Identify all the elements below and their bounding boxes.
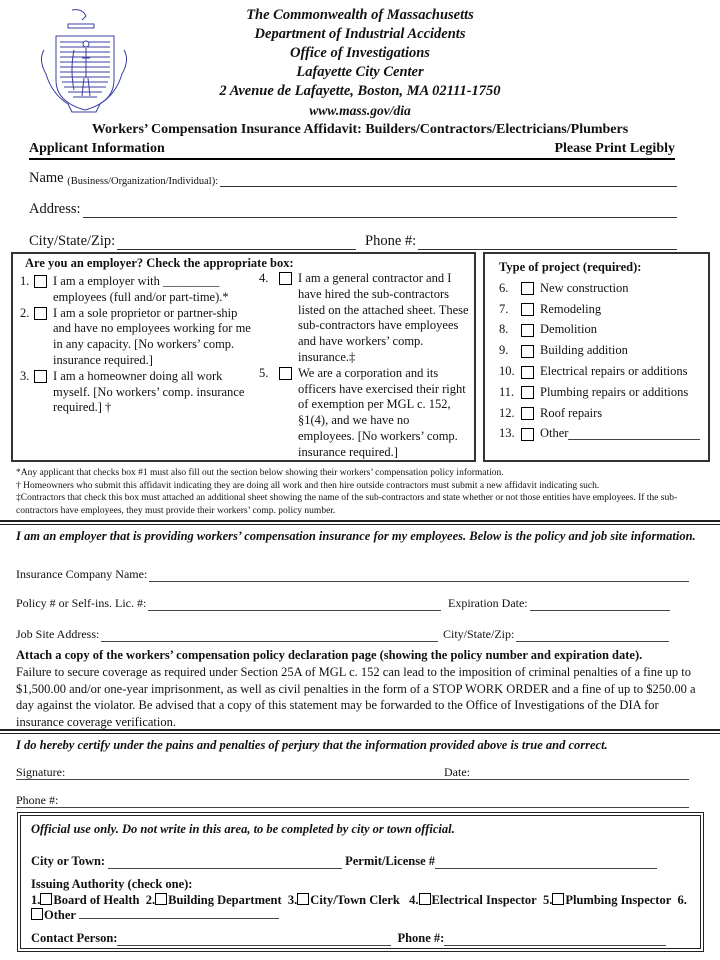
insurance-company-field[interactable]: Insurance Company Name:: [16, 567, 689, 582]
issuing-authority-block: Issuing Authority (check one): 1. Board of Health 2. Building Department 3. City/Town Clerk 4. Electrical Inspector 5. Plumbing Inspector 6.Other: [31, 877, 687, 922]
authority-building-department[interactable]: 2. Building Department: [145, 892, 282, 907]
official-city-input-line[interactable]: [108, 857, 342, 869]
signature-date-line[interactable]: [16, 765, 689, 780]
checkbox[interactable]: [521, 386, 534, 399]
contact-person-input-line[interactable]: [117, 934, 391, 946]
header-department: Department of Industrial Accidents: [254, 26, 466, 42]
checkbox[interactable]: [521, 407, 534, 420]
checkbox[interactable]: [279, 367, 292, 380]
job-site-address-field[interactable]: Job Site Address:: [16, 627, 438, 642]
checkbox[interactable]: [521, 428, 534, 441]
checkbox[interactable]: [155, 893, 167, 905]
print-legibly-note: Please Print Legibly: [554, 141, 675, 156]
other-input-line[interactable]: [568, 428, 700, 440]
checkbox[interactable]: [521, 324, 534, 337]
employer-option-1[interactable]: 1. I am a employer with _________ employees (full and/or part-time).*: [20, 274, 229, 304]
applicant-section-label: Applicant Information: [29, 141, 165, 156]
certify-phone-line[interactable]: [16, 793, 689, 808]
checkbox[interactable]: [419, 893, 431, 905]
contact-row: Contact Person: Phone #:: [31, 931, 690, 946]
checkbox[interactable]: [552, 893, 564, 905]
footnote-double-dagger: ‡Contractors that check this box must attached an additional sheet showing the name of the sub-contractors and state whether or not those entities have employees. If the sub-contractors have employees, they must provide their workers’ comp. policy number.: [16, 493, 678, 516]
official-use-box: [17, 812, 704, 952]
header-office: Office of Investigations: [290, 45, 430, 61]
insurance-company-input-line[interactable]: [149, 570, 689, 582]
employer-question-box: [11, 252, 476, 462]
header-website: www.mass.gov/dia: [309, 103, 411, 118]
employer-option-5[interactable]: 5. We are a corporation and its officers have exercised their right of exemption per MGL c. 152, §1(4), and we have no employees. [No workers’ comp. insurance required.]: [259, 365, 466, 459]
insurance-intro: I am an employer that is providing workers’ compensation insurance for my employees. Below is the policy and job site information.: [16, 529, 696, 543]
certify-phone-label: Phone #:: [16, 793, 59, 807]
job-site-address-input-line[interactable]: [101, 630, 438, 642]
date-label: Date:: [444, 765, 470, 779]
city-label: City/State/Zip:: [29, 233, 116, 249]
header-address: 2 Avenue de Lafayette, Boston, MA 02111-1750: [219, 83, 501, 99]
footnote-dagger: † Homeowners who submit this affidavit indicating they are doing all work and then hire outside contractors must submit a new affidavit indicating such.: [16, 480, 600, 491]
expiration-date-field[interactable]: Expiration Date:: [448, 596, 670, 611]
project-item-other[interactable]: 13. Other: [499, 424, 708, 445]
project-type-box: [483, 252, 710, 462]
phone-input-line[interactable]: [418, 236, 677, 250]
authority-city-clerk[interactable]: 3. City/Town Clerk: [287, 892, 400, 907]
name-field[interactable]: [29, 170, 677, 187]
checkbox[interactable]: [279, 272, 292, 285]
project-item-demolition[interactable]: 8. Demolition: [499, 322, 597, 337]
employer-question: Are you an employer? Check the appropriate box:: [25, 256, 294, 270]
name-input-line[interactable]: [220, 173, 677, 187]
expiration-date-input-line[interactable]: [530, 599, 670, 611]
address-input-line[interactable]: [83, 204, 677, 218]
authority-electrical-inspector[interactable]: 4. Electrical Inspector: [409, 892, 537, 907]
form-title: Workers’ Compensation Insurance Affidavit: Builders/Contractors/Electricians/Plumbers: [91, 122, 629, 137]
checkbox[interactable]: [297, 893, 309, 905]
official-use-note: Official use only. Do not write in this area, to be completed by city or town official.: [31, 822, 455, 836]
certify-statement: I do hereby certify under the pains and penalties of perjury that the information provided above is true and correct.: [16, 738, 608, 752]
phone-field[interactable]: [365, 233, 677, 250]
name-label: Name: [29, 170, 64, 186]
header-commonwealth: The Commonwealth of Massachusetts: [246, 7, 474, 23]
employer-option-3[interactable]: 3. I am a homeowner doing all work myself. [No workers’ comp. insurance required.] †: [20, 368, 245, 415]
checkbox[interactable]: [40, 893, 52, 905]
attach-note: Attach a copy of the workers’ compensation policy declaration page (showing the policy number and expiration date).: [16, 648, 643, 662]
address-field[interactable]: [29, 201, 677, 218]
footnote-asterisk: *Any applicant that checks box #1 must also fill out the section below showing their workers’ compensation policy information.: [16, 468, 504, 478]
footnotes: [16, 467, 706, 517]
project-item-building-addition[interactable]: 9. Building addition: [499, 343, 628, 358]
policy-number-field[interactable]: Policy # or Self-ins. Lic. #:: [16, 596, 441, 611]
policy-number-input-line[interactable]: [148, 599, 441, 611]
authority-board-of-health[interactable]: 1. Board of Health: [31, 892, 140, 907]
project-item-remodeling[interactable]: 7. Remodeling: [499, 301, 602, 316]
checkbox[interactable]: [521, 303, 534, 316]
authority-plumbing-inspector[interactable]: 5. Plumbing Inspector: [542, 892, 672, 907]
section-divider: [0, 520, 720, 525]
official-phone-input-line[interactable]: [444, 934, 666, 946]
job-site-city-input-line[interactable]: [516, 630, 669, 642]
project-item-plumbing[interactable]: 11. Plumbing repairs or additions: [499, 384, 689, 399]
header-center: Lafayette City Center: [296, 64, 424, 80]
checkbox[interactable]: [521, 366, 534, 379]
address-label: Address:: [29, 201, 81, 217]
name-sublabel: (Business/Organization/Individual):: [67, 176, 219, 187]
permit-input-line[interactable]: [435, 857, 657, 869]
project-item-new-construction[interactable]: 6. New construction: [499, 280, 629, 295]
job-site-city-field[interactable]: City/State/Zip:: [443, 627, 669, 642]
applicant-information-heading: [29, 141, 675, 160]
authority-other[interactable]: 6.Other: [31, 893, 687, 923]
checkbox[interactable]: [34, 275, 47, 288]
city-state-zip-field[interactable]: [29, 233, 356, 250]
project-item-electrical[interactable]: 10. Electrical repairs or additions: [499, 364, 688, 379]
employer-option-2[interactable]: 2. I am a sole proprietor or partner-ship and have no employees working for me in any capacity. [No workers’ comp. insurance required.]: [20, 305, 251, 367]
city-permit-row: City or Town: Permit/License #: [31, 854, 690, 869]
checkbox[interactable]: [34, 307, 47, 320]
checkbox[interactable]: [31, 908, 43, 920]
attach-note-block: [16, 647, 706, 731]
section-divider: [0, 729, 720, 734]
checkbox[interactable]: [34, 370, 47, 383]
project-item-roof[interactable]: 12. Roof repairs: [499, 405, 603, 420]
project-type-title: Type of project (required):: [499, 260, 642, 274]
city-input-line[interactable]: [117, 236, 356, 250]
phone-label: Phone #:: [365, 233, 417, 249]
checkbox[interactable]: [521, 345, 534, 358]
authority-other-input-line[interactable]: [79, 908, 279, 919]
penalty-text: Failure to secure coverage as required under Section 25A of MGL c. 152 can lead to the imposition of criminal penalties of a fine up to $1,500.00 and/or one-year imprisonment, as well as civil penalties in the form of a STOP WORK ORDER and a fine of up to $250.00 a day against the violator. Be advised that a copy of this statement may be forwarded to the Office of Investigations of the DIA for insurance coverage verification.: [16, 664, 696, 730]
employer-option-4[interactable]: 4. I am a general contractor and I have hired the sub-contractors listed on the attached sheet. These sub-contractors have employees and have workers’ comp. insurance.‡: [259, 271, 469, 364]
checkbox[interactable]: [521, 282, 534, 295]
signature-label: Signature:: [16, 765, 66, 779]
